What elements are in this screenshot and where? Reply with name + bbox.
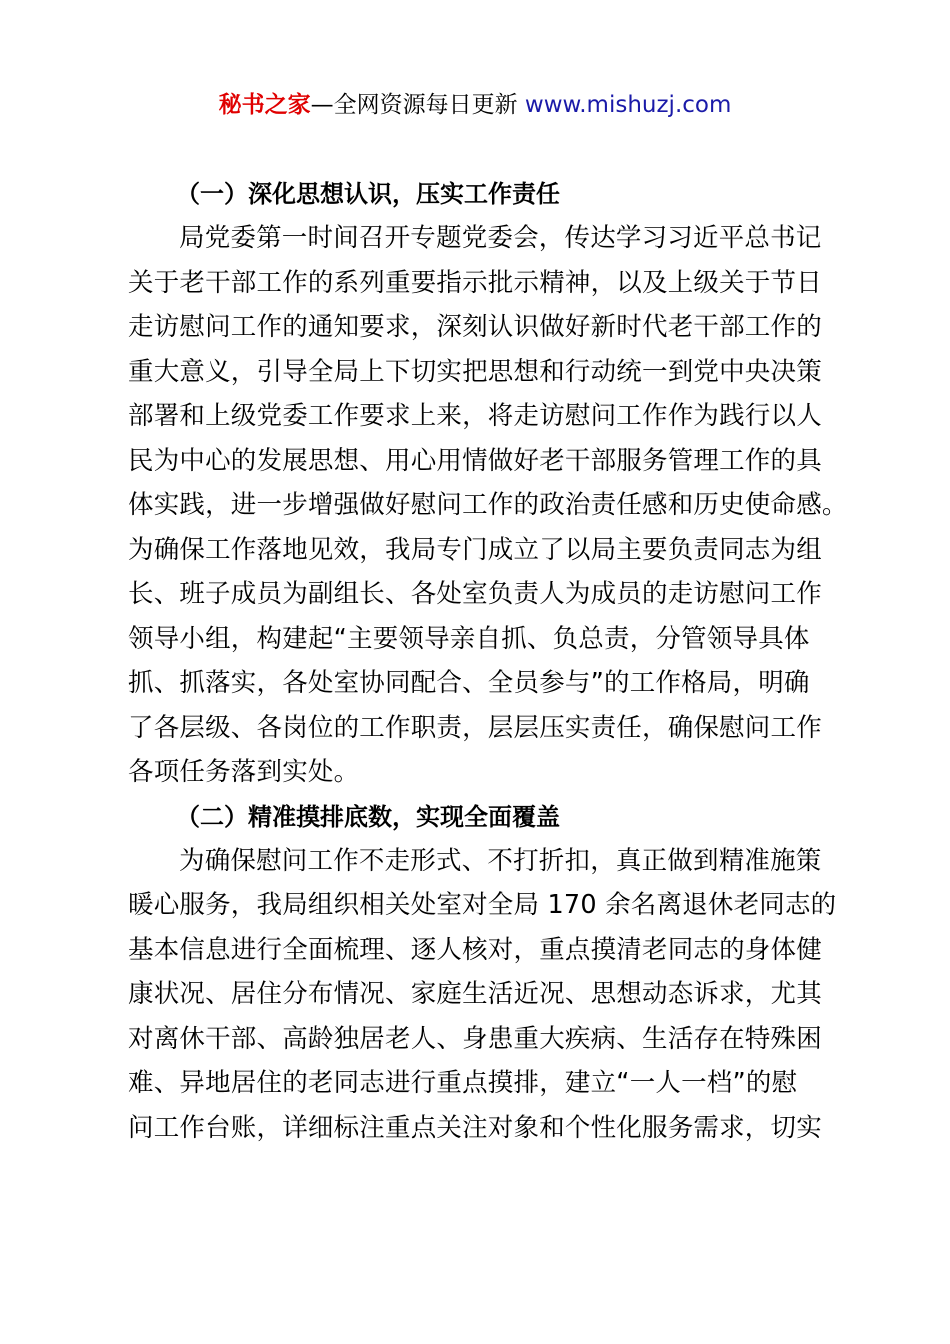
paragraph-line: 关于老干部工作的系列重要指示批示精神，以及上级关于节日 — [128, 267, 822, 298]
paragraph-line: 暖心服务，我局组织相关处室对全局 170 余名离退休老同志的 — [128, 890, 837, 920]
section-heading: （二）精准摸排底数，实现全面覆盖 — [176, 802, 560, 831]
paragraph-line: 为确保慰问工作不走形式、不打折扣，真正做到精准施策 — [179, 845, 822, 876]
paragraph-line: 领导小组，构建起“主要领导亲自抓、负总责，分管领导具体 — [128, 623, 810, 654]
paragraph-line: 重大意义，引导全局上下切实把思想和行动统一到党中央决策 — [128, 356, 822, 387]
paragraph-line: 局党委第一时间召开专题党委会，传达学习习近平总书记 — [179, 223, 822, 253]
paragraph-line: 基本信息进行全面梳理、逐人核对，重点摸清老同志的身体健 — [128, 934, 822, 965]
paragraph-line: 部署和上级党委工作要求上来，将走访慰问工作作为践行以人 — [128, 401, 822, 431]
paragraph-line: 走访慰问工作的通知要求，深刻认识做好新时代老干部工作的 — [128, 312, 822, 342]
paragraph-line: 为确保工作落地见效，我局专门成立了以局主要负责同志为组 — [128, 534, 822, 565]
page-header — [0, 88, 950, 122]
brand-name: 秘书之家 — [218, 92, 311, 118]
paragraph-line: 难、异地居住的老同志进行重点摸排，建立“一人一档”的慰 — [128, 1068, 798, 1098]
website-url[interactable]: www.mishuzj.com — [524, 92, 732, 118]
document-body — [128, 172, 848, 1150]
paragraph-line: 民为中心的发展思想、用心用情做好老干部服务管理工作的具 — [128, 445, 822, 476]
paragraph-line: 抓、抓落实，各处室协同配合、全员参与”的工作格局，明确 — [128, 668, 810, 698]
section-heading: （一）深化思想认识，压实工作责任 — [176, 180, 560, 208]
paragraph-line: 康状况、居住分布情况、家庭生活近况、思想动态诉求，尤其 — [128, 979, 822, 1009]
paragraph-line: 问工作台账，详细标注重点关注对象和个性化服务需求，切实 — [128, 1112, 822, 1143]
paragraph-line: 各项任务落到实处。 — [128, 757, 360, 787]
paragraph-line: 对离休干部、高龄独居老人、身患重大疾病、生活存在特殊困 — [128, 1023, 822, 1054]
header-tagline: —全网资源每日更新 — [310, 92, 525, 118]
paragraph-line: 长、班子成员为副组长、各处室负责人为成员的走访慰问工作 — [128, 579, 822, 609]
paragraph-line: 体实践，进一步增强做好慰问工作的政治责任感和历史使命感。 — [128, 490, 848, 520]
paragraph-line: 了各层级、各岗位的工作职责，层层压实责任，确保慰问工作 — [128, 712, 822, 743]
